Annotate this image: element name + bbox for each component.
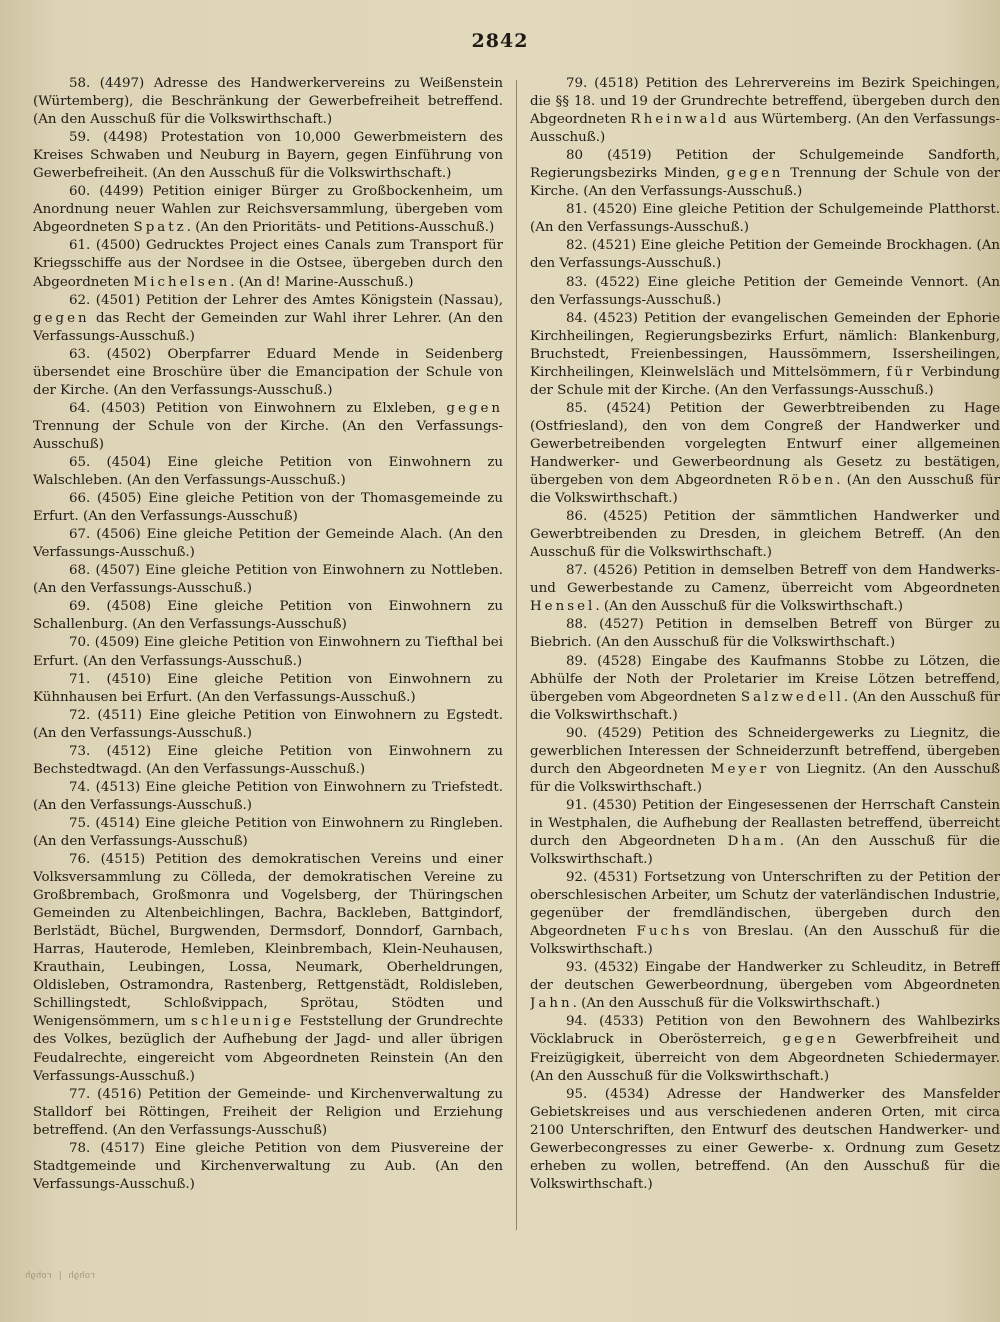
petition-entry <box>530 201 1000 237</box>
entry-text: . (An den Ausschuß für die Volkswirthschaft.) <box>572 996 881 1012</box>
entry-text: 68. (4507) Eine gleiche Petition von Einwohnern zu Nottleben. (An den Verfassungs-Ausschuß.) <box>33 563 503 597</box>
column-divider <box>516 80 517 1230</box>
entry-text: Trennung der Schule von der Kirche. (An den Verfassungs-Ausschuß) <box>33 418 503 452</box>
petition-entry <box>33 1140 503 1194</box>
entry-text: 72. (4511) Eine gleiche Petition von Einwohnern zu Egstedt. (An den Verfassungs-Ausschuß.) <box>33 707 503 741</box>
entry-text: 83. (4522) Eine gleiche Petition der Gemeinde Vennort. (An den Verfassungs-Ausschuß.) <box>530 274 1000 308</box>
petition-entry <box>33 562 503 598</box>
entry-text: . (An den Ausschuß für die Volkswirthschaft.) <box>530 689 1000 723</box>
petition-entry <box>33 743 503 779</box>
entry-text: 63. (4502) Oberpfarrer Eduard Mende in Seidenberg übersendet eine Broschüre über die Emancipation der Schule von der Kirche. (An den Verfassungs-Ausschuß.) <box>33 346 503 398</box>
petition-entry <box>530 237 1000 273</box>
right-column <box>530 75 1000 1250</box>
spaced-name: gegen <box>782 1032 840 1048</box>
entry-text: . (An den Ausschuß für die Volkswirthschaft.) <box>595 599 903 615</box>
entry-text: 61. (4500) Gedrucktes Project eines Canals zum Transport für Kriegsschiffe aus der Nordsee in die Ostsee, übergeben durch den Abgeordneten <box>33 238 503 290</box>
entry-text: 85. (4524) Petition der Gewerbtreibenden zu Hage (Ostfriesland), den von dem Congreß der Handwerker und Gewerbetreibenden vorgelegten Entwurf einer allgemeinen Handwerker- und Gewerbeordnung als Gesetz zu bestätigen, übergeben von dem Abgeordneten <box>530 400 1000 489</box>
entry-text: 86. (4525) Petition der sämmtlichen Handwerker und Gewerbtreibenden zu Dresden, in gleichem Betreff. (An den Ausschuß für die Volkswirthschaft.) <box>530 509 1000 561</box>
entry-text: 92. (4531) Fortsetzung von Unterschriften zu der Petition der oberschlesischen Arbeiter, um Schutz der vaterländischen Industrie, gegenüber der fremdländischen, übergeben durch den Abgeordneten <box>530 870 1000 940</box>
petition-entry <box>530 508 1000 562</box>
entry-text: 94. (4533) Petition von den Bewohnern des Wahlbezirks Vöcklabruck in Oberösterreich, <box>530 1014 1000 1048</box>
entry-text: 93. (4532) Eingabe der Handwerker zu Schleuditz, in Betreff der deutschen Gewerbeordnung, übergeben vom Abgeordneten <box>530 960 1000 994</box>
entry-text: 76. (4515) Petition des demokratischen Vereins und einer Volksversammlung zu Cölleda, der demokratischen Vereine zu Großbrembach, Großmonra und Vogelsberg, der Thüringschen Gemeinden zu Altenbeichlingen, Bachra, Backleben, Battgindorf, Berlstädt, Büchel, Burgwenden, Dermsdorf, Donndorf, Garnbach, Harras, Hauterode, Hemleben, Kleinbrembach, Klein-Neuhausen, Krauthain, Leubingen, Lossa, Neumark, Oberheldrungen, Oldisleben, Ostramondra, Rastenberg, Rettgenstädt, Roldisleben, Schillingstedt, Schloßvippach, Sprötau, Stödten und Wenigensömmern, um <box>33 852 503 1030</box>
entry-text: 75. (4514) Eine gleiche Petition von Einwohnern zu Ringleben. (An den Verfassungs-Ausschuß) <box>33 815 503 849</box>
petition-entry <box>33 400 503 454</box>
spaced-name: gegen <box>446 400 503 416</box>
spaced-name: Dham <box>727 833 780 849</box>
petition-entry <box>33 634 503 670</box>
entry-text: von Breslau. (An den Ausschuß für die Volkswirthschaft.) <box>530 924 1000 958</box>
entry-text: 81. (4520) Eine gleiche Petition der Schulgemeinde Platthorst. (An den Verfassungs-Ausschuß.) <box>530 202 1000 236</box>
entry-text: . (An d! Marine-Ausschuß.) <box>230 274 414 290</box>
petition-entry <box>33 1086 503 1140</box>
petition-entry <box>530 274 1000 310</box>
spaced-name: Rheinwald <box>630 112 730 128</box>
petition-entry <box>33 129 503 183</box>
entry-text: 60. (4499) Petition einiger Bürger zu Großbockenheim, um Anordnung neuer Wahlen zur Reichsversammlung, übergeben vom Abgeordneten <box>33 184 503 236</box>
petition-entry <box>33 454 503 490</box>
petition-entry <box>530 310 1000 400</box>
entry-text: 89. (4528) Eingabe des Kaufmanns Stobbe zu Lötzen, die Abhülfe der Noth der Proletarier im Kreise Lötzen betreffend, übergeben vom Abgeordneten <box>530 653 1000 705</box>
entry-text: . (An den Ausschuß für die Volkswirthschaft.) <box>530 473 1000 507</box>
petition-entry <box>33 183 503 237</box>
petition-entry <box>530 797 1000 869</box>
entry-text: 80 (4519) Petition der Schulgemeinde Sandforth, Regierungsbezirks Minden, <box>530 148 1000 182</box>
entry-text: 58. (4497) Adresse des Handwerkervereins zu Weißenstein (Würtemberg), die Beschränkung der Gewerbefreiheit betreffend. (An den Ausschuß für die Volkswirthschaft.) <box>33 76 503 128</box>
petition-entry <box>33 707 503 743</box>
entry-text: 66. (4505) Eine gleiche Petition von der Thomasgemeinde zu Erfurt. (An den Verfassungs-Ausschuß) <box>33 491 503 525</box>
spaced-name: schleunige <box>191 1014 295 1030</box>
petition-entry <box>33 598 503 634</box>
petition-entry <box>33 671 503 707</box>
petition-entry <box>530 1013 1000 1085</box>
petition-entry <box>33 346 503 400</box>
entry-text: 84. (4523) Petition der evangelischen Gemeinden der Ephorie Kirchheilingen, Regierungsbezirks Erfurt, nämlich: Blankenburg, Bruchstedt, Freienbessingen, Haussömmern, Issersheilingen, Kirchheilingen, Kleinwelsläch und Mittelsömmern, <box>530 310 1000 380</box>
left-column <box>33 75 503 1250</box>
petition-entry <box>530 75 1000 147</box>
petition-entry <box>33 851 503 1086</box>
entry-text: 73. (4512) Eine gleiche Petition von Einwohnern zu Bechstedtwagd. (An den Verfassungs-Ausschuß.) <box>33 743 503 777</box>
petition-entry <box>33 815 503 851</box>
petition-entry <box>530 725 1000 797</box>
entry-text: 82. (4521) Eine gleiche Petition der Gemeinde Brockhagen. (An den Verfassungs-Ausschuß.) <box>530 238 1000 272</box>
entry-text: Feststellung der Grundrechte des Volkes, bezüglich der Aufhebung der Jagd- und aller übrigen Feudalrechte, eingereicht vom Abgeordneten Reinstein (An den Verfassungs-Ausschuß.) <box>33 1014 503 1084</box>
petition-entry <box>33 292 503 346</box>
spaced-name: Michelsen <box>133 274 231 290</box>
entry-text: . (An den Ausschuß für die Volkswirthschaft.) <box>530 833 1000 868</box>
entry-text: 91. (4530) Petition der Eingesessenen der Herrschaft Canstein in Westphalen, die Aufhebung der Reallasten betreffend, überreicht durch den Abgeordneten <box>530 797 1000 849</box>
entry-text: Trennung der Schule von der Kirche. (An den Verfassungs-Ausschuß.) <box>530 166 1000 200</box>
entry-text: 70. (4509) Eine gleiche Petition von Einwohnern zu Tiefthal bei Erfurt. (An den Verfassungs-Ausschuß.) <box>33 635 503 669</box>
entry-text: 59. (4498) Protestation von 10,000 Gewerbmeistern des Kreises Schwaben und Neuburg in Bayern, gegen Einführung von Gewerbefreiheit. (An den Ausschuß für die Volkswirthschaft.) <box>33 130 503 182</box>
entry-text: 62. (4501) Petition der Lehrer des Amtes Königstein (Nassau), <box>69 292 503 308</box>
petition-entry <box>33 526 503 562</box>
petition-entry <box>33 237 503 291</box>
petition-entry <box>530 147 1000 201</box>
entry-text: 79. (4518) Petition des Lehrervereins im Bezirk Speichingen, die §§ 18. und 19 der Grundrechte betreffend, übergeben durch den Abgeordneten <box>530 76 1000 128</box>
bleed-through-mark: ɥ6ɥoɹ | ɥ6ɥoɹ <box>25 1270 96 1280</box>
entry-text: 77. (4516) Petition der Gemeinde- und Kirchenverwaltung zu Stalldorf bei Röttingen, Freiheit der Religion und Erziehung betreffend. (An den Verfassungs-Ausschuß) <box>33 1086 503 1138</box>
petition-entry <box>530 1086 1000 1194</box>
spaced-name: Fuchs <box>636 924 693 940</box>
entry-text: 71. (4510) Eine gleiche Petition von Einwohnern zu Kühnhausen bei Erfurt. (An den Verfassungs-Ausschuß.) <box>33 671 503 705</box>
petition-entry <box>530 400 1000 508</box>
petition-entry <box>530 959 1000 1013</box>
entry-text: 87. (4526) Petition in demselben Betreff von dem Handwerks- und Gewerbestande zu Camenz, überreicht vom Abgeordneten <box>530 563 1000 597</box>
entry-text: Gewerbfreiheit und Freizügigkeit, überreicht von dem Abgeordneten Schiedermayer. (An den Ausschuß für die Volkswirthschaft.) <box>530 1032 1000 1084</box>
spaced-name: Jahn <box>530 996 573 1012</box>
entry-text: 95. (4534) Adresse der Handwerker des Mansfelder Gebietskreises und aus verschiedenen anderen Orten, mit circa 2100 Unterschriften, den Entwurf des deutschen Handwerker- und Gewerbecongresses zu einer Gewerbe- x. Ordnung zum Gesetz erheben zu wollen, betreffend. (An den Ausschuß für die Volkswirthschaft.) <box>530 1086 1000 1192</box>
spaced-name: gegen <box>33 310 90 326</box>
petition-entry <box>530 653 1000 725</box>
entry-text: . (An den Prioritäts- und Petitions-Ausschuß.) <box>186 220 495 236</box>
entry-text: 65. (4504) Eine gleiche Petition von Einwohnern zu Walschleben. (An den Verfassungs-Ausschuß.) <box>33 454 503 489</box>
entry-text: von Liegnitz. (An den Ausschuß für die Volkswirthschaft.) <box>530 761 1000 795</box>
entry-text: 78. (4517) Eine gleiche Petition von dem Piusvereine der Stadtgemeinde und Kirchenverwaltung zu Aub. (An den Verfassungs-Ausschuß.) <box>33 1140 503 1192</box>
petition-entry <box>33 490 503 526</box>
petition-entry <box>530 869 1000 959</box>
entry-text: Verbindung der Schule mit der Kirche. (An den Verfassungs-Ausschuß.) <box>530 364 1000 398</box>
petition-entry <box>33 75 503 129</box>
spaced-name: Röben <box>777 473 837 489</box>
entry-text: das Recht der Gemeinden zur Wahl ihrer Lehrer. (An den Verfassungs-Ausschuß.) <box>33 310 503 344</box>
entry-text: 64. (4503) Petition von Einwohnern zu Elxleben, <box>69 400 447 416</box>
entry-text: 90. (4529) Petition des Schneidergewerks zu Liegnitz, die gewerblichen Interessen der Schneiderzunft betreffend, übergeben durch den Abgeordneten <box>530 725 1000 777</box>
spaced-name: für <box>886 364 916 380</box>
spaced-name: Spatz <box>133 220 187 236</box>
entry-text: 74. (4513) Eine gleiche Petition von Einwohnern zu Triefstedt. (An den Verfassungs-Ausschuß.) <box>33 779 503 813</box>
entry-text: 67. (4506) Eine gleiche Petition der Gemeinde Alach. (An den Verfassungs-Ausschuß.) <box>33 527 503 561</box>
entry-text: aus Würtemberg. (An den Verfassungs-Ausschuß.) <box>530 112 1000 146</box>
petition-entry <box>530 562 1000 616</box>
spaced-name: gegen <box>726 166 784 182</box>
entry-text: 88. (4527) Petition in demselben Betreff von Bürger zu Biebrich. (An den Ausschuß für die Volkswirthschaft.) <box>530 617 1000 651</box>
page-number: 2842 <box>471 30 529 52</box>
entry-text: 69. (4508) Eine gleiche Petition von Einwohnern zu Schallenburg. (An den Verfassungs-Ausschuß) <box>33 599 503 633</box>
spaced-name: Hensel <box>530 599 596 615</box>
spaced-name: Meyer <box>710 761 770 777</box>
petition-entry <box>33 779 503 815</box>
petition-entry <box>530 616 1000 652</box>
spaced-name: Salzwedell <box>740 689 844 705</box>
